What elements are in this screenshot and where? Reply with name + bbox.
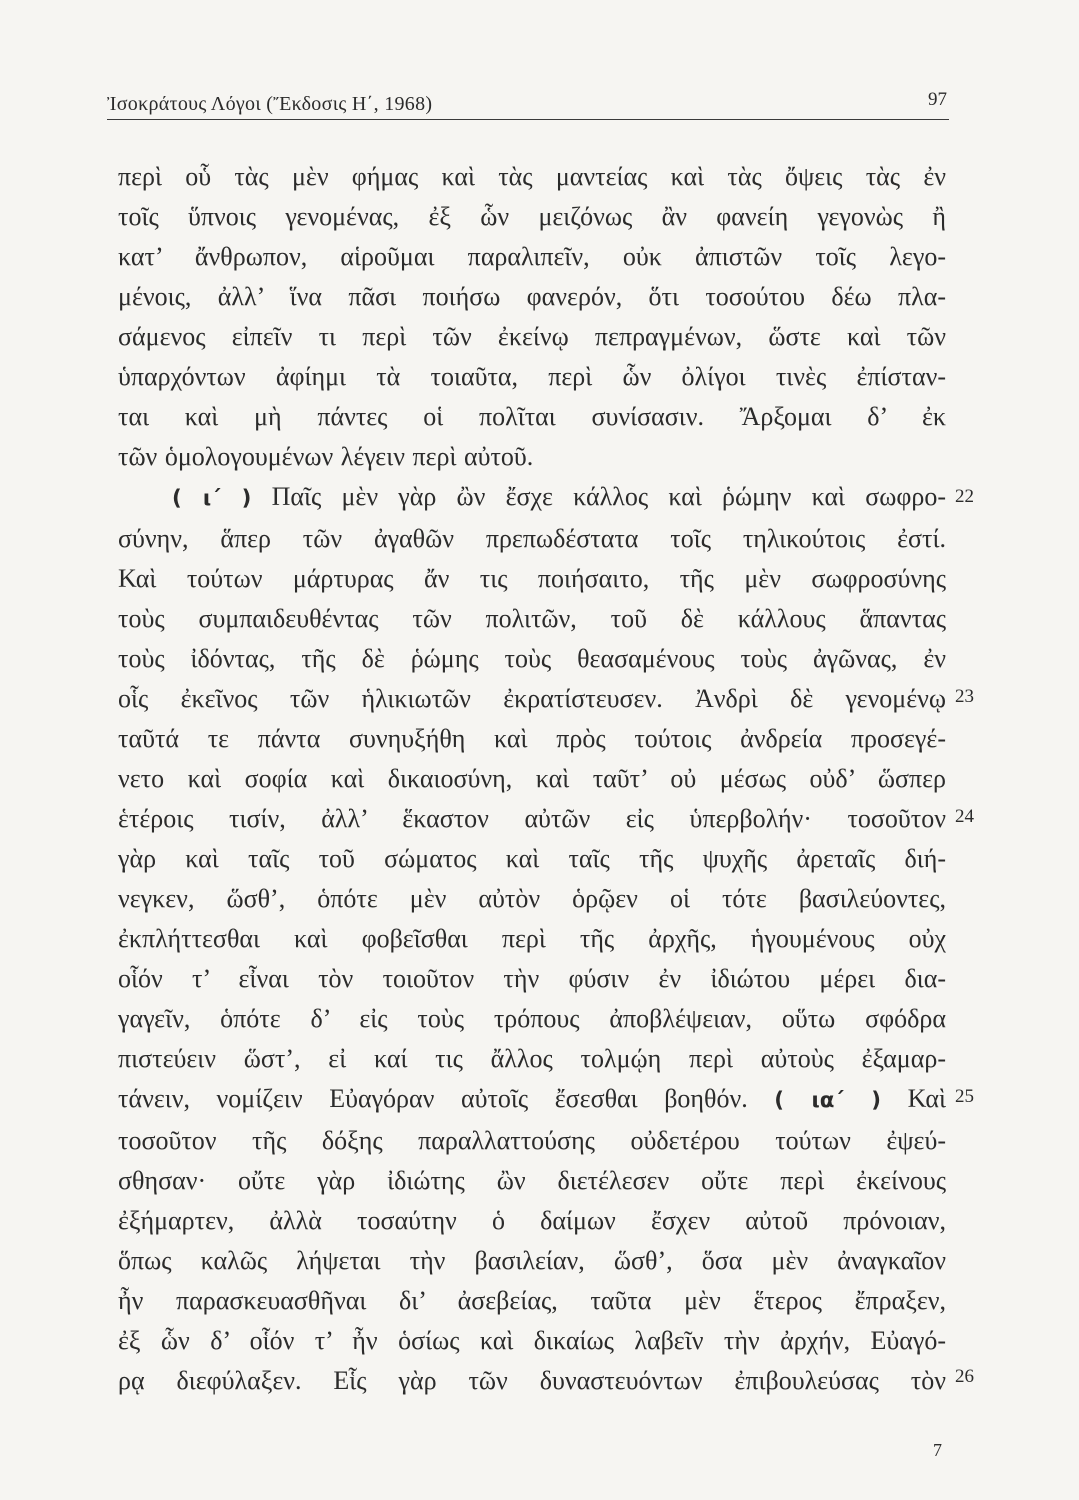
body-text — [118, 157, 946, 1401]
text-line: μένοις, ἀλλ’ ἵνα πᾶσι ποιήσω φανερόν, ὅτι τοσούτου δέω πλα- — [118, 282, 946, 311]
text-line: ταῦτά τε πάντα συνηυξήθη καὶ πρὸς τούτοις ἀνδρεία προσεγέ- — [118, 724, 946, 753]
header-rule — [107, 119, 949, 120]
text-line: σύνην, ἅπερ τῶν ἀγαθῶν πρεπωδέστατα τοῖς τηλικούτοις ἐστί. — [118, 524, 946, 553]
text-line: ἦν παρασκευασθῆναι δι’ ἀσεβείας, ταῦτα μὲν ἕτερος ἔπραξεν, — [118, 1286, 946, 1315]
text-line: σάμενος εἰπεῖν τι περὶ τῶν ἐκείνῳ πεπραγμένων, ὥστε καὶ τῶν — [118, 322, 946, 351]
text-line: τοὺς ἰδόντας, τῆς δὲ ῥώμης τοὺς θεασαμένους τοὺς ἀγῶνας, ἐν — [118, 644, 946, 673]
text-line: τοὺς συμπαιδευθέντας τῶν πολιτῶν, τοῦ δὲ κάλλους ἅπαντας — [118, 604, 946, 633]
text-line: σθησαν· οὔτε γὰρ ἰδιώτης ὢν διετέλεσεν οὔτε περὶ ἐκείνους — [118, 1166, 946, 1195]
text-segment: Παῖς μὲν γὰρ ὢν ἔσχε κάλλος καὶ ῥώμην καὶ σωφρο- — [271, 482, 947, 511]
text-line: ὅπως καλῶς λήψεται τὴν βασιλείαν, ὥσθ’, ὅσα μὲν ἀναγκαῖον — [118, 1246, 946, 1275]
text-segment: Καὶ — [907, 1084, 947, 1113]
text-line: νετο καὶ σοφία καὶ δικαιοσύνη, καὶ ταῦτ’ οὐ μέσως οὐδ’ ὥσπερ — [118, 764, 946, 793]
margin-section-number: 22 — [955, 486, 974, 507]
text-line: γὰρ καὶ ταῖς τοῦ σώματος καὶ ταῖς τῆς ψυχῆς ἀρεταῖς διή- — [118, 844, 946, 873]
text-line: ρᾳ διεφύλαξεν. Εἷς γὰρ τῶν δυναστευόντων ἐπιβουλεύσας τὸν — [118, 1366, 946, 1395]
section-marker: ( ι΄ ) — [172, 486, 252, 511]
margin-section-number: 23 — [955, 686, 974, 707]
page-number: 97 — [928, 89, 947, 110]
signature-mark: 7 — [933, 1440, 942, 1460]
text-line: ται καὶ μὴ πάντες οἱ πολῖται συνίσασιν. Ἄρξομαι δ’ ἐκ — [118, 402, 946, 431]
text-line: ἐκπλήττεσθαι καὶ φοβεῖσθαι περὶ τῆς ἀρχῆς, ἡγουμένους οὐχ — [118, 924, 946, 953]
text-line: ἐξήμαρτεν, ἀλλὰ τοσαύτην ὁ δαίμων ἔσχεν αὐτοῦ πρόνοιαν, — [118, 1206, 946, 1235]
text-line: οἷόν τ’ εἶναι τὸν τοιοῦτον τὴν φύσιν ἐν ἰδιώτου μέρει δια- — [118, 964, 946, 993]
text-line: πιστεύειν ὥστ’, εἰ καί τις ἄλλος τολμῴη περὶ αὐτοὺς ἐξαμαρ- — [118, 1044, 946, 1073]
margin-section-number: 24 — [955, 806, 974, 827]
text-line: νεγκεν, ὥσθ’, ὁπότε μὲν αὐτὸν ὁρῷεν οἱ τότε βασιλεύοντες, — [118, 884, 946, 913]
text-line — [118, 1079, 946, 1121]
text-line: τοσοῦτον τῆς δόξης παραλλαττούσης οὐδετέρου τούτων ἐψεύ- — [118, 1126, 946, 1155]
running-head: Ἰσοκράτους Λόγοι (Ἔκδοσις Η΄, 1968) — [107, 93, 433, 115]
text-line — [118, 477, 946, 519]
margin-section-number: 26 — [955, 1366, 974, 1387]
text-line: ἑτέροις τισίν, ἀλλ’ ἕκαστον αὐτῶν εἰς ὑπερβολήν· τοσοῦτον — [118, 804, 946, 833]
text-line: τοῖς ὕπνοις γενομένας, ἐξ ὧν μειζόνως ἂν φανείη γεγονὼς ἢ — [118, 202, 946, 231]
margin-section-number: 25 — [955, 1086, 974, 1107]
text-line: περὶ οὗ τὰς μὲν φήμας καὶ τὰς μαντείας καὶ τὰς ὄψεις τὰς ἐν — [118, 162, 946, 191]
text-line: τῶν ὁμολογουμένων λέγειν περὶ αὐτοῦ. — [118, 442, 534, 471]
text-segment: τάνειν, νομίζειν Εὐαγόραν αὐτοῖς ἔσεσθαι βοηθόν. — [118, 1084, 748, 1113]
text-line: οἷς ἐκεῖνος τῶν ἡλικιωτῶν ἐκρατίστευσεν. Ἀνδρὶ δὲ γενομένῳ — [118, 684, 946, 713]
text-line: κατ’ ἄνθρωπον, αἱροῦμαι παραλιπεῖν, οὐκ ἀπιστῶν τοῖς λεγο- — [118, 242, 946, 271]
text-line: ἐξ ὧν δ’ οἷόν τ’ ἦν ὁσίως καὶ δικαίως λαβεῖν τὴν ἀρχήν, Εὐαγό- — [118, 1326, 946, 1355]
text-line: ὑπαρχόντων ἀφίημι τὰ τοιαῦτα, περὶ ὧν ὀλίγοι τινὲς ἐπίσταν- — [118, 362, 946, 391]
text-line: γαγεῖν, ὁπότε δ’ εἰς τοὺς τρόπους ἀποβλέψειαν, οὕτω σφόδρα — [118, 1004, 946, 1033]
text-line: Καὶ τούτων μάρτυρας ἄν τις ποιήσαιτο, τῆς μὲν σωφροσύνης — [118, 564, 946, 593]
section-marker: ( ια΄ ) — [774, 1088, 882, 1113]
